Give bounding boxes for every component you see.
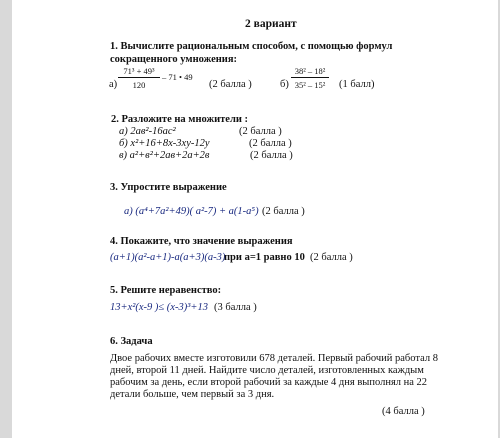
variant-title: 2 вариант xyxy=(245,18,297,30)
task2-item-b: б) х²+16+8х-3ху-12у xyxy=(119,138,210,149)
task1-heading-line1: 1. Вычислите рациональным способом, с помощью формул xyxy=(110,41,393,52)
task1-b-numerator: 38² – 18² xyxy=(291,66,329,78)
task3-points: (2 балла ) xyxy=(262,206,305,217)
task1-heading-line2: сокращенного умножения: xyxy=(110,54,238,65)
task6-line-4: детали больше, чем первый за 3 дня. xyxy=(110,389,275,400)
task1-a-points: (2 балла ) xyxy=(209,79,252,90)
task5-points: (3 балла ) xyxy=(214,302,257,313)
task1-b-points: (1 балл) xyxy=(339,79,375,90)
task3-heading: 3. Упростите выражение xyxy=(110,182,227,193)
task5-expression: 13+х²(х-9 )≤ (х-3)³+13 xyxy=(110,302,208,313)
task2-item-a-points: (2 балла ) xyxy=(239,126,282,137)
task2-heading: 2. Разложите на множители : xyxy=(111,114,249,125)
task6-line-1: Двое рабочих вместе изготовили 678 деталей. Первый рабочий работал 8 xyxy=(110,353,438,364)
task6-points: (4 балла ) xyxy=(382,406,425,417)
task6-line-2: дней, второй 11 дней. Найдите число деталей, изготовленных каждым xyxy=(110,365,424,376)
task1-b-fraction xyxy=(291,66,329,90)
task4-points: (2 балла ) xyxy=(310,252,353,263)
task3-expression: а) (а⁴+7а²+49)( а²-7) + а(1-а⁵) xyxy=(124,206,259,217)
task1-a-denominator: 120 xyxy=(132,80,146,90)
task6-line-3: рабочим за день, если второй рабочий за каждые 4 дня выполнял на 22 xyxy=(110,377,428,388)
task1-b-label: б) xyxy=(280,79,289,90)
task1-a-label: а) xyxy=(109,79,118,90)
task2-item-a: а) 2ав²-16ас² xyxy=(119,126,176,137)
task4-expression: (а+1)(а²-а+1)-а(а+3)(а-3) xyxy=(110,252,226,263)
task2-item-c-points: (2 балла ) xyxy=(250,150,293,161)
task2-item-c: в) а²+в²+2ав+2а+2в xyxy=(119,150,210,161)
worksheet-page xyxy=(12,0,498,438)
task2-item-b-points: (2 балла ) xyxy=(249,138,292,149)
task1-a-numerator: 71³ + 49³ xyxy=(118,66,160,78)
task1-a-rest: – 71 • 49 xyxy=(162,72,193,82)
task4-condition: при а=1 равно 10 xyxy=(224,252,305,263)
task1-a-fraction xyxy=(118,66,160,90)
task6-heading: 6. Задача xyxy=(110,336,153,347)
task4-heading: 4. Покажите, что значение выражения xyxy=(110,236,293,247)
task1-b-denominator: 35² – 15² xyxy=(294,80,326,90)
task5-heading: 5. Решите неравенство: xyxy=(110,285,222,296)
